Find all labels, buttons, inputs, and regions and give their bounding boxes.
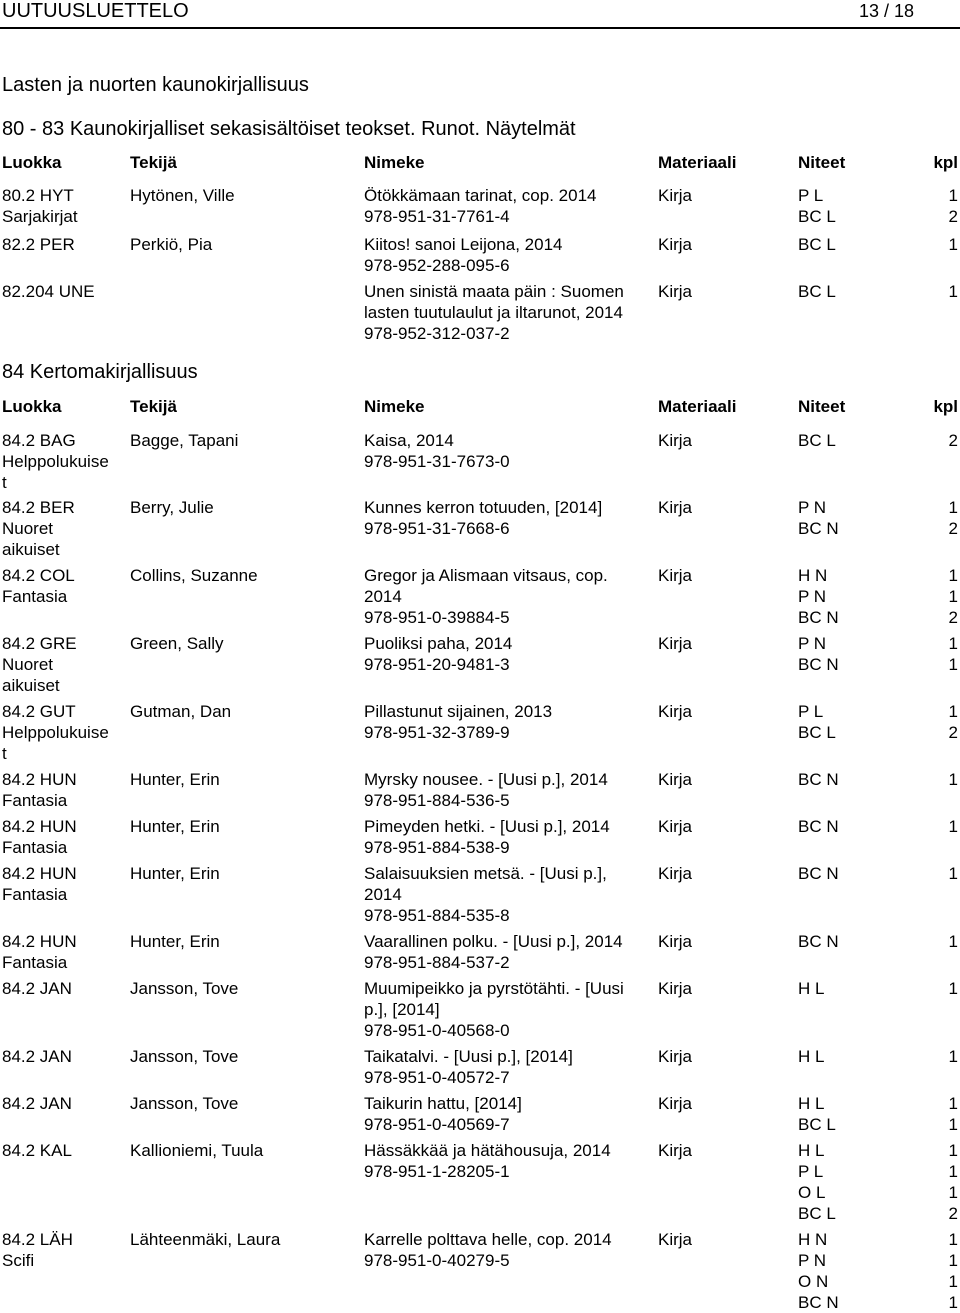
- cell-nimeke: [364, 1140, 654, 1182]
- group-title: 84 Kertomakirjallisuus: [2, 361, 198, 383]
- cell-luokka: [2, 701, 126, 764]
- cell-tekija: [130, 701, 358, 722]
- nimeke-line: 978-951-0-40279-5: [364, 1251, 510, 1270]
- column-header-nimeke: Nimeke: [364, 397, 425, 416]
- nimeke-line: Taikatalvi. - [Uusi p.], [2014]: [364, 1047, 573, 1066]
- cell-kpl: [949, 863, 958, 884]
- cell-luokka: [2, 1046, 126, 1067]
- tekija-line: Gutman, Dan: [130, 702, 232, 721]
- kpl-line: 1: [948, 1094, 958, 1113]
- tekija-line: Perkiö, Pia: [130, 235, 213, 254]
- header-title: UUTUUSLUETTELO: [2, 0, 189, 22]
- kpl-line: 1: [948, 817, 958, 836]
- nimeke-line: Puoliksi paha, 2014: [364, 634, 513, 653]
- niteet-line: P N: [798, 1251, 827, 1270]
- page-number: 13 / 18: [858, 1, 914, 21]
- nimeke-line: 978-952-312-037-2: [364, 324, 510, 343]
- cell-kpl: [949, 234, 958, 255]
- kpl-line: 1: [948, 634, 958, 653]
- cell-kpl: [949, 497, 958, 539]
- cell-niteet: [798, 497, 898, 539]
- niteet-line: BC N: [798, 864, 839, 883]
- cell-luokka: [2, 497, 126, 560]
- nimeke-line: Kiitos! sanoi Leijona, 2014: [364, 235, 563, 254]
- nimeke-line: 2014: [364, 885, 402, 904]
- cell-niteet: [798, 1093, 898, 1135]
- nimeke-line: 978-951-0-40572-7: [364, 1068, 510, 1087]
- cell-tekija: [130, 1140, 358, 1161]
- cell-kpl: [949, 565, 958, 628]
- kpl-line: 1: [948, 932, 958, 951]
- luokka-line: 82.2 PER: [2, 235, 75, 254]
- kpl-line: 1: [948, 770, 958, 789]
- kpl-line: 1: [948, 566, 958, 585]
- luokka-line: 84.2 HUN: [2, 932, 77, 951]
- cell-materiaali: Kirja: [658, 498, 693, 517]
- cell-luokka: [2, 633, 126, 696]
- cell-tekija: [130, 633, 358, 654]
- column-header-luokka: Luokka: [2, 397, 62, 416]
- section-title: Lasten ja nuorten kaunokirjallisuus: [2, 74, 309, 96]
- cell-niteet: [798, 1046, 898, 1067]
- cell-tekija: [130, 565, 358, 586]
- kpl-line: 2: [948, 723, 958, 742]
- cell-luokka: [2, 430, 126, 493]
- tekija-line: Hytönen, Ville: [130, 186, 235, 205]
- nimeke-line: Myrsky nousee. - [Uusi p.], 2014: [364, 770, 608, 789]
- kpl-line: 1: [948, 1230, 958, 1249]
- niteet-line: BC N: [798, 519, 839, 538]
- nimeke-line: 978-951-884-535-8: [364, 906, 510, 925]
- niteet-line: P N: [798, 634, 827, 653]
- kpl-line: 1: [948, 282, 958, 301]
- cell-luokka: [2, 863, 126, 905]
- niteet-line: BC L: [798, 1204, 836, 1223]
- nimeke-line: Vaarallinen polku. - [Uusi p.], 2014: [364, 932, 623, 951]
- kpl-line: 1: [948, 702, 958, 721]
- niteet-line: BC L: [798, 235, 836, 254]
- niteet-line: O L: [798, 1183, 826, 1202]
- cell-materiaali: Kirja: [658, 1141, 693, 1160]
- kpl-line: 1: [948, 655, 958, 674]
- kpl-line: 2: [948, 608, 958, 627]
- cell-materiaali: Kirja: [658, 566, 693, 585]
- luokka-line: Scifi: [2, 1251, 35, 1270]
- nimeke-line: Gregor ja Alismaan vitsaus, cop.: [364, 566, 608, 585]
- cell-niteet: [798, 816, 898, 837]
- header-divider: [0, 27, 960, 29]
- nimeke-line: lasten tuutulaulut ja iltarunot, 2014: [364, 303, 623, 322]
- nimeke-line: 978-951-20-9481-3: [364, 655, 510, 674]
- tekija-line: Berry, Julie: [130, 498, 214, 517]
- tekija-line: Hunter, Erin: [130, 770, 220, 789]
- group-title: 80 - 83 Kaunokirjalliset sekasisältöiset teokset. Runot. Näytelmät: [2, 118, 576, 140]
- cell-nimeke: [364, 497, 654, 539]
- cell-nimeke: [364, 863, 654, 926]
- niteet-line: BC N: [798, 655, 839, 674]
- nimeke-line: 978-951-0-40568-0: [364, 1021, 510, 1040]
- kpl-line: 1: [948, 1115, 958, 1134]
- niteet-line: H L: [798, 1094, 825, 1113]
- cell-nimeke: [364, 816, 654, 858]
- niteet-line: BC L: [798, 207, 836, 226]
- cell-kpl: [949, 816, 958, 837]
- luokka-line: Helppolukuise: [2, 723, 109, 742]
- cell-niteet: [798, 1140, 898, 1224]
- luokka-line: Nuoret: [2, 655, 54, 674]
- cell-nimeke: [364, 430, 654, 472]
- tekija-line: Green, Sally: [130, 634, 224, 653]
- luokka-line: t: [2, 744, 7, 763]
- kpl-line: 1: [948, 587, 958, 606]
- cell-niteet: [798, 863, 898, 884]
- cell-kpl: [949, 769, 958, 790]
- cell-nimeke: [364, 633, 654, 675]
- cell-luokka: [2, 1229, 126, 1271]
- cell-nimeke: [364, 931, 654, 973]
- cell-niteet: [798, 1229, 898, 1313]
- luokka-line: 84.2 GUT: [2, 702, 76, 721]
- tekija-line: Hunter, Erin: [130, 817, 220, 836]
- nimeke-line: Ötökkämaan tarinat, cop. 2014: [364, 186, 597, 205]
- nimeke-line: Kaisa, 2014: [364, 431, 454, 450]
- cell-tekija: [130, 978, 358, 999]
- nimeke-line: p.], [2014]: [364, 1000, 440, 1019]
- kpl-line: 1: [948, 1293, 958, 1312]
- cell-tekija: [130, 769, 358, 790]
- niteet-line: P L: [798, 1162, 824, 1181]
- kpl-line: 2: [948, 1204, 958, 1223]
- niteet-line: O N: [798, 1272, 829, 1291]
- cell-luokka: [2, 234, 126, 255]
- kpl-line: 2: [948, 519, 958, 538]
- kpl-line: 1: [948, 1251, 958, 1270]
- luokka-line: Fantasia: [2, 838, 68, 857]
- nimeke-line: 978-951-32-3789-9: [364, 723, 510, 742]
- luokka-line: t: [2, 473, 7, 492]
- cell-nimeke: [364, 1093, 654, 1135]
- cell-luokka: [2, 978, 126, 999]
- cell-niteet: [798, 185, 898, 227]
- luokka-line: Sarjakirjat: [2, 207, 78, 226]
- cell-tekija: [130, 430, 358, 451]
- cell-kpl: [949, 931, 958, 952]
- kpl-line: 1: [948, 864, 958, 883]
- cell-tekija: [130, 1093, 358, 1114]
- niteet-line: H L: [798, 1141, 825, 1160]
- cell-kpl: [949, 978, 958, 999]
- cell-tekija: [130, 1229, 358, 1250]
- luokka-line: 84.2 JAN: [2, 1094, 72, 1113]
- cell-kpl: [949, 701, 958, 743]
- niteet-line: P N: [798, 587, 827, 606]
- luokka-line: 84.2 COL: [2, 566, 75, 585]
- cell-materiaali: Kirja: [658, 817, 693, 836]
- cell-niteet: [798, 978, 898, 999]
- niteet-line: P L: [798, 702, 824, 721]
- luokka-line: Fantasia: [2, 791, 68, 810]
- cell-luokka: [2, 185, 126, 227]
- cell-nimeke: [364, 978, 654, 1041]
- cell-niteet: [798, 281, 898, 302]
- niteet-line: BC L: [798, 1115, 836, 1134]
- cell-kpl: [949, 185, 958, 227]
- column-header-kpl: kpl: [933, 153, 958, 172]
- luokka-line: 84.2 BAG: [2, 431, 76, 450]
- luokka-line: aikuiset: [2, 540, 60, 559]
- kpl-line: 1: [948, 1183, 958, 1202]
- cell-tekija: [130, 234, 358, 255]
- cell-nimeke: [364, 1229, 654, 1271]
- cell-luokka: [2, 565, 126, 607]
- cell-kpl: [949, 1093, 958, 1135]
- tekija-line: Jansson, Tove: [130, 979, 239, 998]
- kpl-line: 2: [948, 431, 958, 450]
- luokka-line: Fantasia: [2, 587, 68, 606]
- nimeke-line: 978-951-0-39884-5: [364, 608, 510, 627]
- niteet-line: H N: [798, 566, 828, 585]
- nimeke-line: 978-951-31-7761-4: [364, 207, 510, 226]
- kpl-line: 1: [948, 979, 958, 998]
- cell-niteet: [798, 234, 898, 255]
- cell-materiaali: Kirja: [658, 431, 693, 450]
- luokka-line: Helppolukuise: [2, 452, 109, 471]
- column-header-luokka: Luokka: [2, 153, 62, 172]
- nimeke-line: Taikurin hattu, [2014]: [364, 1094, 522, 1113]
- niteet-line: BC N: [798, 817, 839, 836]
- nimeke-line: 978-951-884-538-9: [364, 838, 510, 857]
- niteet-line: H L: [798, 979, 825, 998]
- luokka-line: 80.2 HYT: [2, 186, 74, 205]
- luokka-line: 84.2 LÄH: [2, 1230, 73, 1249]
- column-header-tekija: Tekijä: [130, 397, 177, 416]
- niteet-line: BC N: [798, 1293, 839, 1312]
- luokka-line: Fantasia: [2, 885, 68, 904]
- kpl-line: 1: [948, 235, 958, 254]
- niteet-line: H L: [798, 1047, 825, 1066]
- nimeke-line: Salaisuuksien metsä. - [Uusi p.],: [364, 864, 607, 883]
- cell-nimeke: [364, 769, 654, 811]
- cell-kpl: [949, 1140, 958, 1224]
- nimeke-line: 978-951-1-28205-1: [364, 1162, 510, 1181]
- column-header-materiaali: Materiaali: [658, 397, 737, 416]
- cell-niteet: [798, 769, 898, 790]
- cell-materiaali: Kirja: [658, 770, 693, 789]
- nimeke-line: 2014: [364, 587, 402, 606]
- kpl-line: 2: [948, 207, 958, 226]
- nimeke-line: Pillastunut sijainen, 2013: [364, 702, 553, 721]
- cell-kpl: [949, 281, 958, 302]
- kpl-line: 1: [948, 186, 958, 205]
- cell-nimeke: [364, 234, 654, 276]
- nimeke-line: Muumipeikko ja pyrstötähti. - [Uusi: [364, 979, 624, 998]
- luokka-line: aikuiset: [2, 676, 60, 695]
- cell-luokka: [2, 816, 126, 858]
- nimeke-line: Unen sinistä maata päin : Suomen: [364, 282, 624, 301]
- column-header-nimeke: Nimeke: [364, 153, 425, 172]
- nimeke-line: Hässäkkää ja hätähousuja, 2014: [364, 1141, 611, 1160]
- cell-nimeke: [364, 281, 654, 344]
- cell-kpl: [949, 633, 958, 675]
- kpl-line: 1: [948, 1272, 958, 1291]
- cell-materiaali: Kirja: [658, 1094, 693, 1113]
- luokka-line: 84.2 HUN: [2, 770, 77, 789]
- tekija-line: Hunter, Erin: [130, 932, 220, 951]
- cell-luokka: [2, 281, 126, 302]
- kpl-line: 1: [948, 1047, 958, 1066]
- kpl-line: 1: [948, 498, 958, 517]
- luokka-line: 84.2 JAN: [2, 1047, 72, 1066]
- tekija-line: Jansson, Tove: [130, 1047, 239, 1066]
- cell-tekija: [130, 185, 358, 206]
- luokka-line: 84.2 GRE: [2, 634, 77, 653]
- nimeke-line: 978-951-31-7673-0: [364, 452, 510, 471]
- tekija-line: Lähteenmäki, Laura: [130, 1230, 281, 1249]
- cell-niteet: [798, 701, 898, 743]
- cell-materiaali: Kirja: [658, 932, 693, 951]
- cell-luokka: [2, 1140, 126, 1161]
- cell-materiaali: Kirja: [658, 235, 693, 254]
- cell-tekija: [130, 497, 358, 518]
- cell-materiaali: Kirja: [658, 702, 693, 721]
- cell-niteet: [798, 633, 898, 675]
- niteet-line: BC L: [798, 282, 836, 301]
- cell-tekija: [130, 1046, 358, 1067]
- nimeke-line: 978-952-288-095-6: [364, 256, 510, 275]
- cell-nimeke: [364, 185, 654, 227]
- cell-kpl: [949, 430, 958, 451]
- niteet-line: P N: [798, 498, 827, 517]
- nimeke-line: Pimeyden hetki. - [Uusi p.], 2014: [364, 817, 610, 836]
- cell-materiaali: Kirja: [658, 282, 693, 301]
- cell-nimeke: [364, 565, 654, 628]
- cell-niteet: [798, 931, 898, 952]
- luokka-line: 82.204 UNE: [2, 282, 95, 301]
- cell-materiaali: Kirja: [658, 186, 693, 205]
- column-header-row: [0, 396, 960, 418]
- cell-niteet: [798, 565, 898, 628]
- niteet-line: BC N: [798, 608, 839, 627]
- cell-materiaali: Kirja: [658, 979, 693, 998]
- niteet-line: P L: [798, 186, 824, 205]
- tekija-line: Bagge, Tapani: [130, 431, 239, 450]
- niteet-line: BC N: [798, 770, 839, 789]
- tekija-line: Hunter, Erin: [130, 864, 220, 883]
- cell-materiaali: Kirja: [658, 1230, 693, 1249]
- cell-tekija: [130, 816, 358, 837]
- cell-nimeke: [364, 1046, 654, 1088]
- nimeke-line: 978-951-31-7668-6: [364, 519, 510, 538]
- luokka-line: 84.2 JAN: [2, 979, 72, 998]
- cell-kpl: [949, 1046, 958, 1067]
- luokka-line: 84.2 KAL: [2, 1141, 72, 1160]
- column-header-niteet: Niteet: [798, 153, 846, 172]
- tekija-line: Kallioniemi, Tuula: [130, 1141, 264, 1160]
- niteet-line: H N: [798, 1230, 828, 1249]
- cell-luokka: [2, 931, 126, 973]
- luokka-line: 84.2 BER: [2, 498, 75, 517]
- luokka-line: Nuoret: [2, 519, 54, 538]
- cell-tekija: [130, 931, 358, 952]
- luokka-line: Fantasia: [2, 953, 68, 972]
- tekija-line: Collins, Suzanne: [130, 566, 258, 585]
- nimeke-line: 978-951-884-536-5: [364, 791, 510, 810]
- luokka-line: 84.2 HUN: [2, 817, 77, 836]
- kpl-line: 1: [948, 1141, 958, 1160]
- cell-nimeke: [364, 701, 654, 743]
- cell-materiaali: Kirja: [658, 634, 693, 653]
- tekija-line: Jansson, Tove: [130, 1094, 239, 1113]
- cell-luokka: [2, 769, 126, 811]
- cell-materiaali: Kirja: [658, 1047, 693, 1066]
- nimeke-line: 978-951-884-537-2: [364, 953, 510, 972]
- nimeke-line: 978-951-0-40569-7: [364, 1115, 510, 1134]
- column-header-niteet: Niteet: [798, 397, 846, 416]
- kpl-line: 1: [948, 1162, 958, 1181]
- cell-luokka: [2, 1093, 126, 1114]
- nimeke-line: Karrelle polttava helle, cop. 2014: [364, 1230, 612, 1249]
- nimeke-line: Kunnes kerron totuuden, [2014]: [364, 498, 603, 517]
- column-header-row: [0, 152, 960, 174]
- column-header-tekija: Tekijä: [130, 153, 177, 172]
- cell-niteet: [798, 430, 898, 451]
- column-header-materiaali: Materiaali: [658, 153, 737, 172]
- niteet-line: BC N: [798, 932, 839, 951]
- cell-kpl: [949, 1229, 958, 1313]
- cell-tekija: [130, 863, 358, 884]
- cell-materiaali: Kirja: [658, 864, 693, 883]
- niteet-line: BC L: [798, 723, 836, 742]
- luokka-line: 84.2 HUN: [2, 864, 77, 883]
- niteet-line: BC L: [798, 431, 836, 450]
- column-header-kpl: kpl: [933, 397, 958, 416]
